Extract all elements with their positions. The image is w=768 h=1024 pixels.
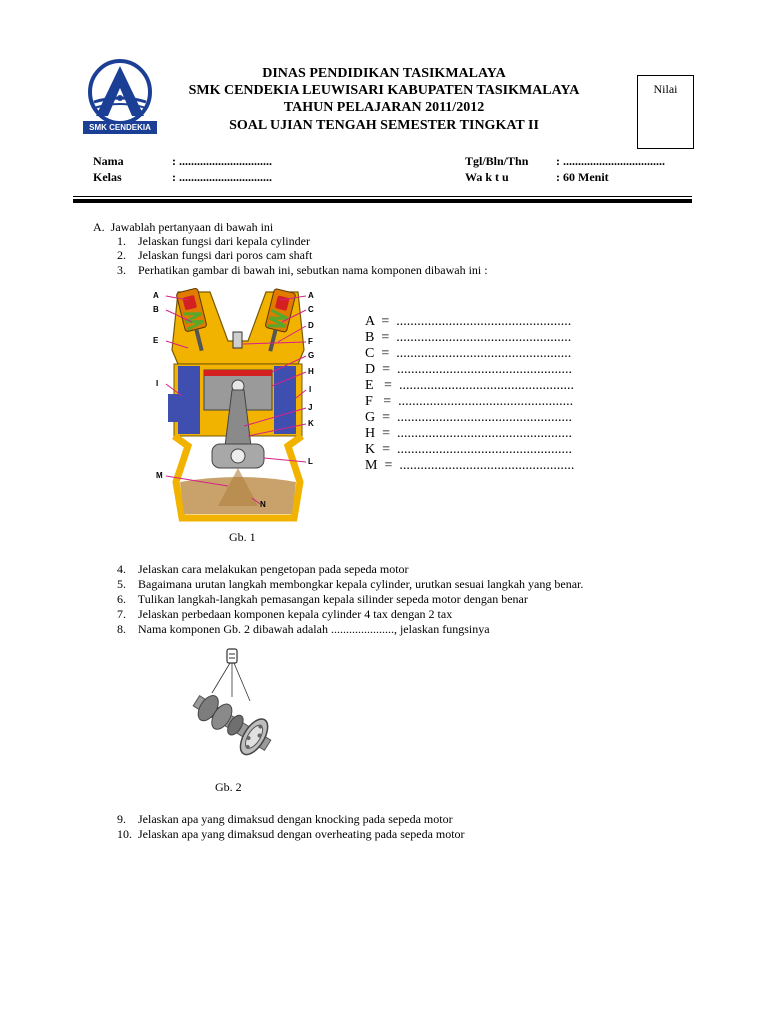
question-8: 8. Nama komponen Gb. 2 dibawah adalah ....................., jelaskan fungsinya	[117, 622, 490, 636]
diagram-label-a-left: A	[153, 291, 159, 300]
diagram-label-a-right: A	[308, 291, 314, 300]
question-6: 6. Tulikan langkah-langkah pemasangan kepala silinder sepeda motor dengan benar	[117, 592, 528, 606]
header-line-1: DINAS PENDIDIKAN TASIKMALAYA	[262, 66, 506, 81]
waktu-value: : 60 Menit	[556, 170, 609, 184]
figure-2-caption: Gb. 2	[215, 780, 242, 794]
diagram-label-g: G	[308, 351, 315, 360]
nama-label: Nama	[93, 154, 124, 168]
answer-line-d[interactable]: D = ..................................................	[365, 362, 573, 377]
diagram-label-m: M	[156, 471, 163, 480]
answer-line-c[interactable]: C = ..................................................	[365, 346, 572, 361]
diagram-label-h: H	[308, 367, 314, 376]
answer-line-h[interactable]: H = ..................................................	[365, 426, 573, 441]
diagram-label-j: J	[308, 403, 313, 412]
kelas-field[interactable]: : ...............................	[172, 170, 272, 184]
question-1: 1. Jelaskan fungsi dari kepala cylinder	[117, 234, 310, 248]
answer-line-b[interactable]: B = ..................................................	[365, 330, 572, 345]
nilai-label: Nilai	[653, 82, 678, 96]
header-line-4: SOAL UJIAN TENGAH SEMESTER TINGKAT II	[229, 118, 539, 133]
nama-field[interactable]: : ...............................	[172, 154, 272, 168]
question-5: 5. Bagaimana urutan langkah membongkar kepala cylinder, urutkan sesuai langkah yang benar.	[117, 577, 584, 591]
diagram-label-e: E	[153, 336, 159, 345]
section-instruction: A. Jawablah pertanyaan di bawah ini	[93, 220, 274, 234]
diagram-label-f: F	[308, 337, 313, 346]
question-10: 10. Jelaskan apa yang dimaksud dengan overheating pada sepeda motor	[117, 827, 465, 841]
answer-line-g[interactable]: G = ..................................................	[365, 410, 573, 425]
header-divider-thick	[73, 199, 692, 203]
answer-line-k[interactable]: K = ..................................................	[365, 442, 573, 457]
diagram-label-k: K	[308, 419, 314, 428]
nilai-box[interactable]	[637, 75, 694, 149]
tgl-field[interactable]: : ..................................	[556, 154, 665, 168]
question-3: 3. Perhatikan gambar di bawah ini, sebutkan nama komponen dibawah ini :	[117, 263, 488, 277]
question-2: 2. Jelaskan fungsi dari poros cam shaft	[117, 248, 313, 262]
diagram-label-l: L	[308, 457, 313, 466]
diagram-label-i-right: I	[309, 385, 312, 394]
question-9: 9. Jelaskan apa yang dimaksud dengan knocking pada sepeda motor	[117, 812, 453, 826]
question-7: 7. Jelaskan perbedaan komponen kepala cylinder 4 tax dengan 2 tax	[117, 607, 453, 621]
header-line-2: SMK CENDEKIA LEUWISARI KABUPATEN TASIKMALAYA	[188, 83, 580, 98]
answer-line-a[interactable]: A = ..................................................	[365, 314, 572, 329]
figure-1-caption: Gb. 1	[229, 530, 256, 544]
kelas-label: Kelas	[93, 170, 122, 184]
waktu-label: Wa k t u	[465, 170, 509, 184]
header-divider-thin	[73, 196, 692, 197]
answer-line-m[interactable]: M = ..................................................	[365, 458, 575, 473]
diagram-label-b: B	[153, 305, 159, 314]
diagram-label-i-left: I	[156, 379, 159, 388]
header-line-3: TAHUN PELAJARAN 2011/2012	[283, 100, 485, 115]
engine-diagram	[148, 286, 328, 524]
diagram-label-n: N	[260, 500, 266, 509]
answer-line-f[interactable]: F = ..................................................	[365, 394, 574, 409]
answer-line-e[interactable]: E = ..................................................	[365, 378, 574, 393]
diagram-label-c: C	[308, 305, 314, 314]
camshaft-image	[180, 645, 280, 760]
logo-text: SMK CENDEKIA	[89, 123, 151, 132]
question-4: 4. Jelaskan cara melakukan pengetopan pada sepeda motor	[117, 562, 409, 576]
diagram-label-d: D	[308, 321, 314, 330]
tgl-label: Tgl/Bln/Thn	[465, 154, 529, 168]
